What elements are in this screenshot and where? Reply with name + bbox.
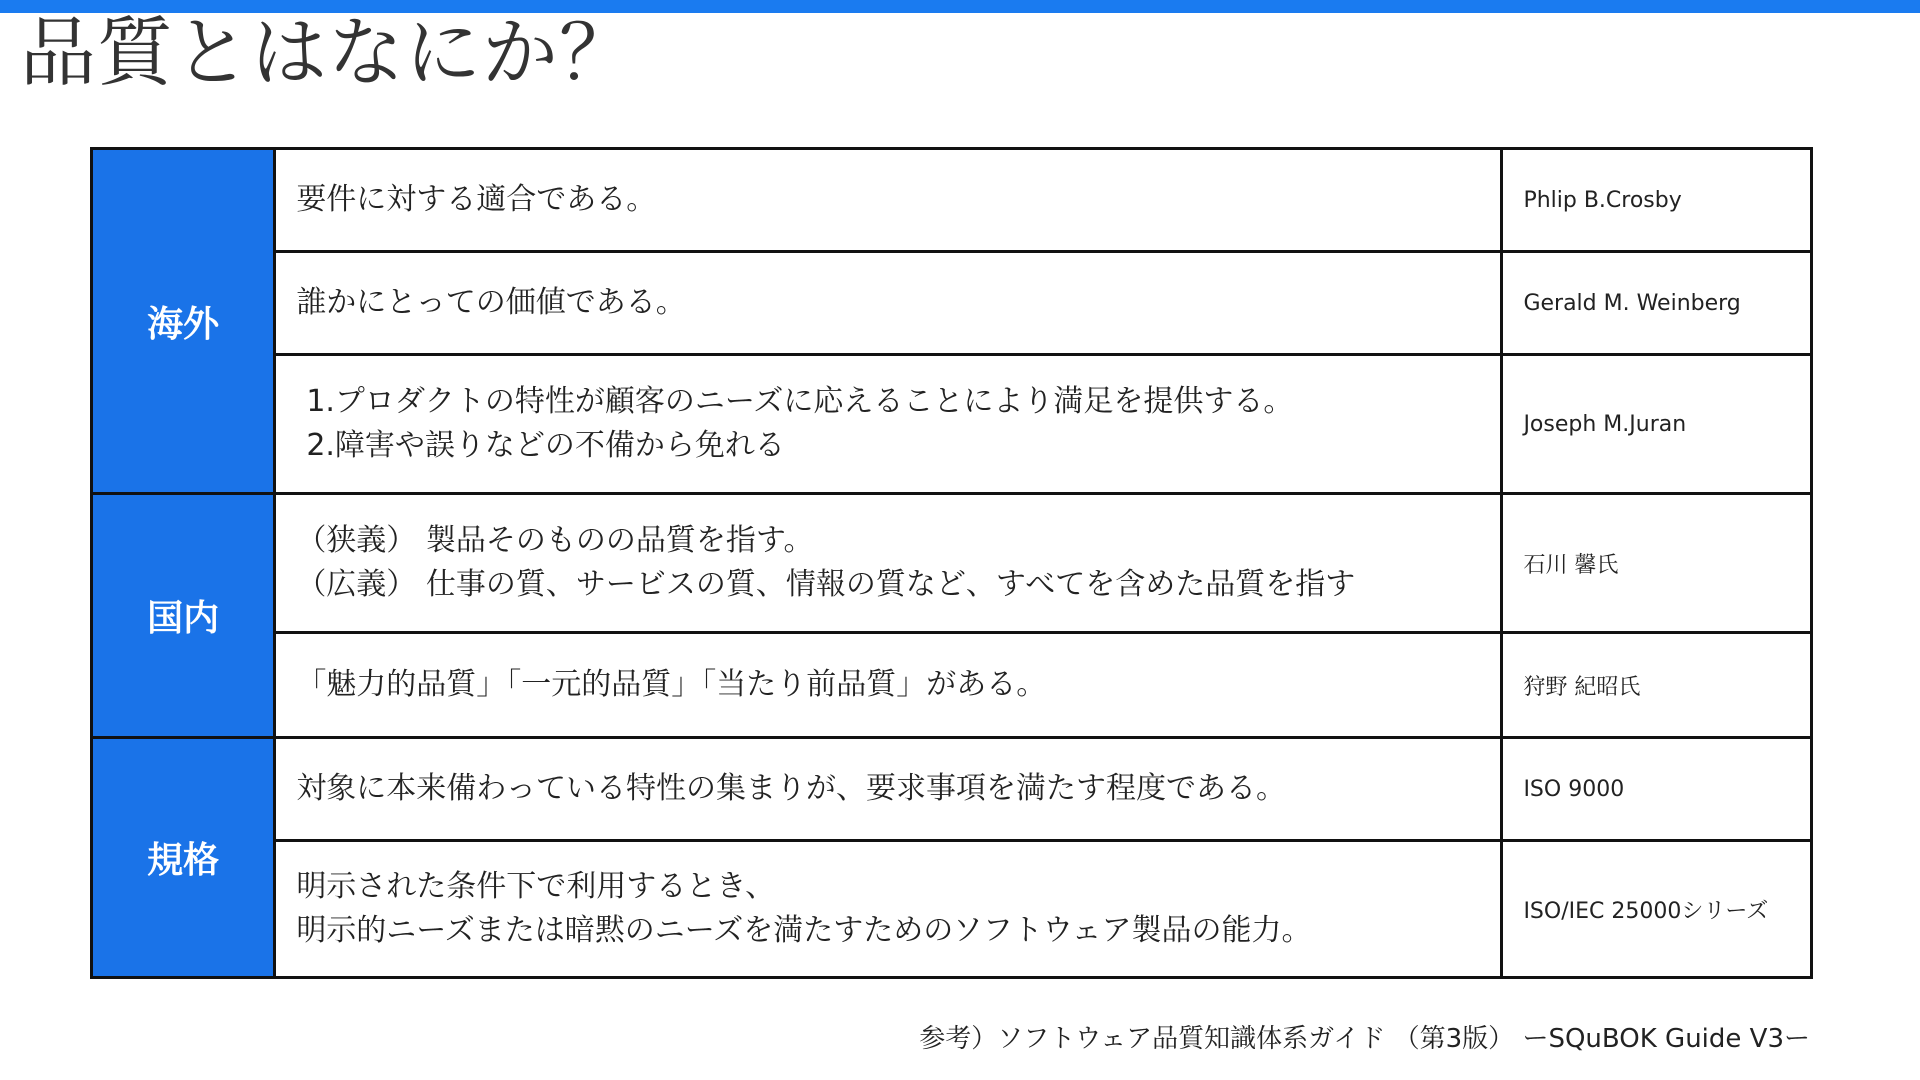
source-cell: Gerald M. Weinberg xyxy=(1502,252,1812,355)
quality-definitions-table xyxy=(90,147,1813,979)
table-row xyxy=(92,149,1812,252)
definition-text: 2.障害や誤りなどの不備から免れる xyxy=(306,428,785,463)
table-row xyxy=(92,633,1812,738)
table-row xyxy=(92,494,1812,633)
definition-cell xyxy=(275,355,1502,494)
source-cell: ISO 9000 xyxy=(1502,738,1812,841)
definition-text: 「魅力的品質」「一元的品質」「当たり前品質」がある。 xyxy=(296,667,1047,702)
table-row xyxy=(92,252,1812,355)
definition-text: 対象に本来備わっている特性の集まりが、要求事項を満たす程度である。 xyxy=(296,771,1287,806)
definition-cell xyxy=(275,841,1502,978)
category-standards: 規格 xyxy=(92,738,275,978)
definition-cell xyxy=(275,738,1502,841)
table-row xyxy=(92,738,1812,841)
category-overseas: 海外 xyxy=(92,149,275,494)
page-title: 品質とはなにか？ xyxy=(20,8,636,97)
definition-text: 明示された条件下で利用するとき、 xyxy=(296,869,776,904)
definition-text: 明示的ニーズまたは暗黙のニーズを満たすためのソフトウェア製品の能力。 xyxy=(296,913,1312,948)
table-row xyxy=(92,841,1812,978)
definition-cell xyxy=(275,633,1502,738)
table-row xyxy=(92,355,1812,494)
definition-cell xyxy=(275,252,1502,355)
reference-footnote: 参考）ソフトウェア品質知識体系ガイド （第3版） ーSQuBOK Guide V3ー xyxy=(919,1024,1810,1054)
definition-text: 要件に対する適合である。 xyxy=(296,182,657,217)
source-cell: 狩野 紀昭氏 xyxy=(1502,633,1812,738)
definition-text: （広義） 仕事の質、サービスの質、情報の質など、すべてを含めた品質を指す xyxy=(296,567,1356,602)
category-domestic: 国内 xyxy=(92,494,275,738)
source-cell: 石川 馨氏 xyxy=(1502,494,1812,633)
definition-text: 1.プロダクトの特性が顧客のニーズに応えることにより満足を提供する。 xyxy=(306,384,1294,419)
source-cell: ISO/IEC 25000シリーズ xyxy=(1502,841,1812,978)
source-cell: Joseph M.Juran xyxy=(1502,355,1812,494)
definition-text: （狭義） 製品そのものの品質を指す。 xyxy=(296,523,814,558)
source-cell: Phlip B.Crosby xyxy=(1502,149,1812,252)
definition-cell xyxy=(275,494,1502,633)
definition-text: 誰かにとっての価値である。 xyxy=(296,285,686,320)
definition-cell xyxy=(275,149,1502,252)
